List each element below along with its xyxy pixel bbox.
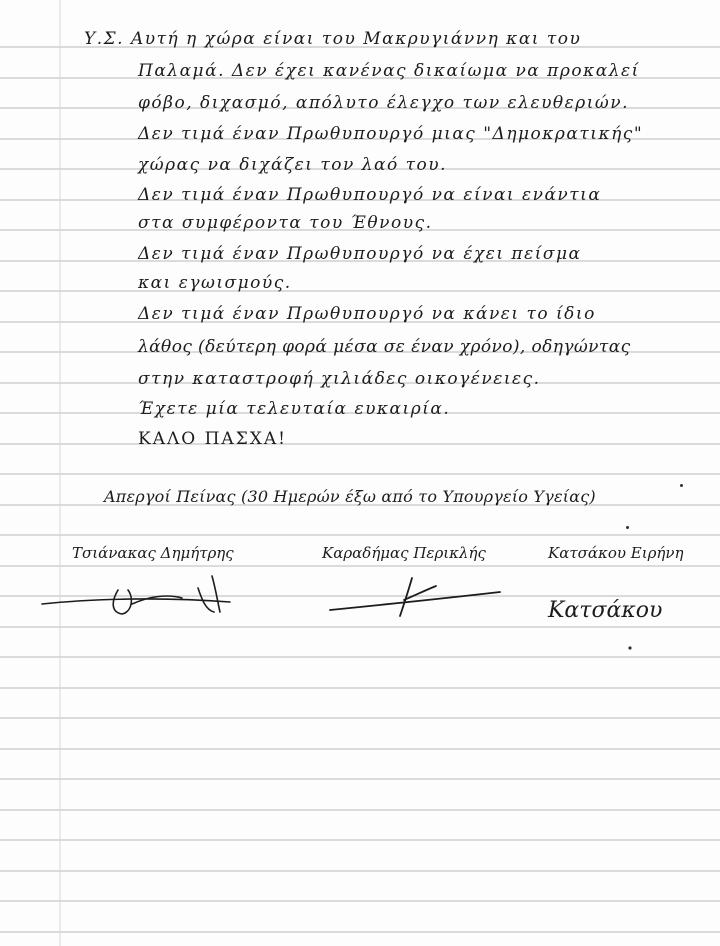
letter-sender: Απεργοί Πείνας (30 Ημερών έξω από το Υπουργείο Υγείας) bbox=[104, 487, 596, 506]
ink-dot bbox=[626, 526, 629, 529]
ink-dot bbox=[680, 484, 683, 487]
letter-line-8: Δεν τιμά έναν Πρωθυπουργό να έχει πείσμα bbox=[138, 244, 582, 264]
signature-3-handwritten: Κατσάκου bbox=[548, 598, 663, 623]
signatory-name-2: Καραδήμας Περικλής bbox=[322, 544, 486, 562]
signature-2 bbox=[330, 578, 500, 616]
letter-line-11: λάθος (δεύτερη φορά μέσα σε έναν χρόνο), οδηγώντας bbox=[138, 337, 631, 357]
signatory-names bbox=[0, 544, 710, 568]
signatory-name-1: Τσιάνακας Δημήτρης bbox=[72, 544, 234, 562]
signature-1 bbox=[42, 576, 230, 614]
letter-line-10: Δεν τιμά έναν Πρωθυπουργό να κάνει το ίδιο bbox=[138, 304, 596, 324]
signatory-name-3: Κατσάκου Ειρήνη bbox=[548, 544, 684, 562]
letter-line-5: χώρας να διχάζει τον λαό του. bbox=[138, 155, 448, 175]
letter-closing: ΚΑΛΟ ΠΑΣΧΑ! bbox=[138, 429, 287, 449]
letter-line-9: και εγωισμούς. bbox=[138, 273, 292, 293]
letter-line-7: στα συμφέροντα του Έθνους. bbox=[138, 213, 433, 233]
letter-line-3: φόβο, διχασμό, απόλυτο έλεγχο των ελευθεριών. bbox=[138, 93, 630, 113]
letter-line-1: Υ.Σ. Αυτή η χώρα είναι του Μακρυγιάννη και του bbox=[84, 29, 582, 49]
letter-line-6: Δεν τιμά έναν Πρωθυπουργό να είναι ενάντια bbox=[138, 185, 602, 205]
letter-line-13: Έχετε μία τελευταία ευκαιρία. bbox=[138, 399, 451, 419]
letter-line-4: Δεν τιμά έναν Πρωθυπουργό μιας "Δημοκρατικής" bbox=[138, 124, 644, 144]
letter-line-2: Παλαμά. Δεν έχει κανένας δικαίωμα να προκαλεί bbox=[138, 61, 640, 81]
letter-line-12: στην καταστροφή χιλιάδες οικογένειες. bbox=[138, 369, 541, 389]
